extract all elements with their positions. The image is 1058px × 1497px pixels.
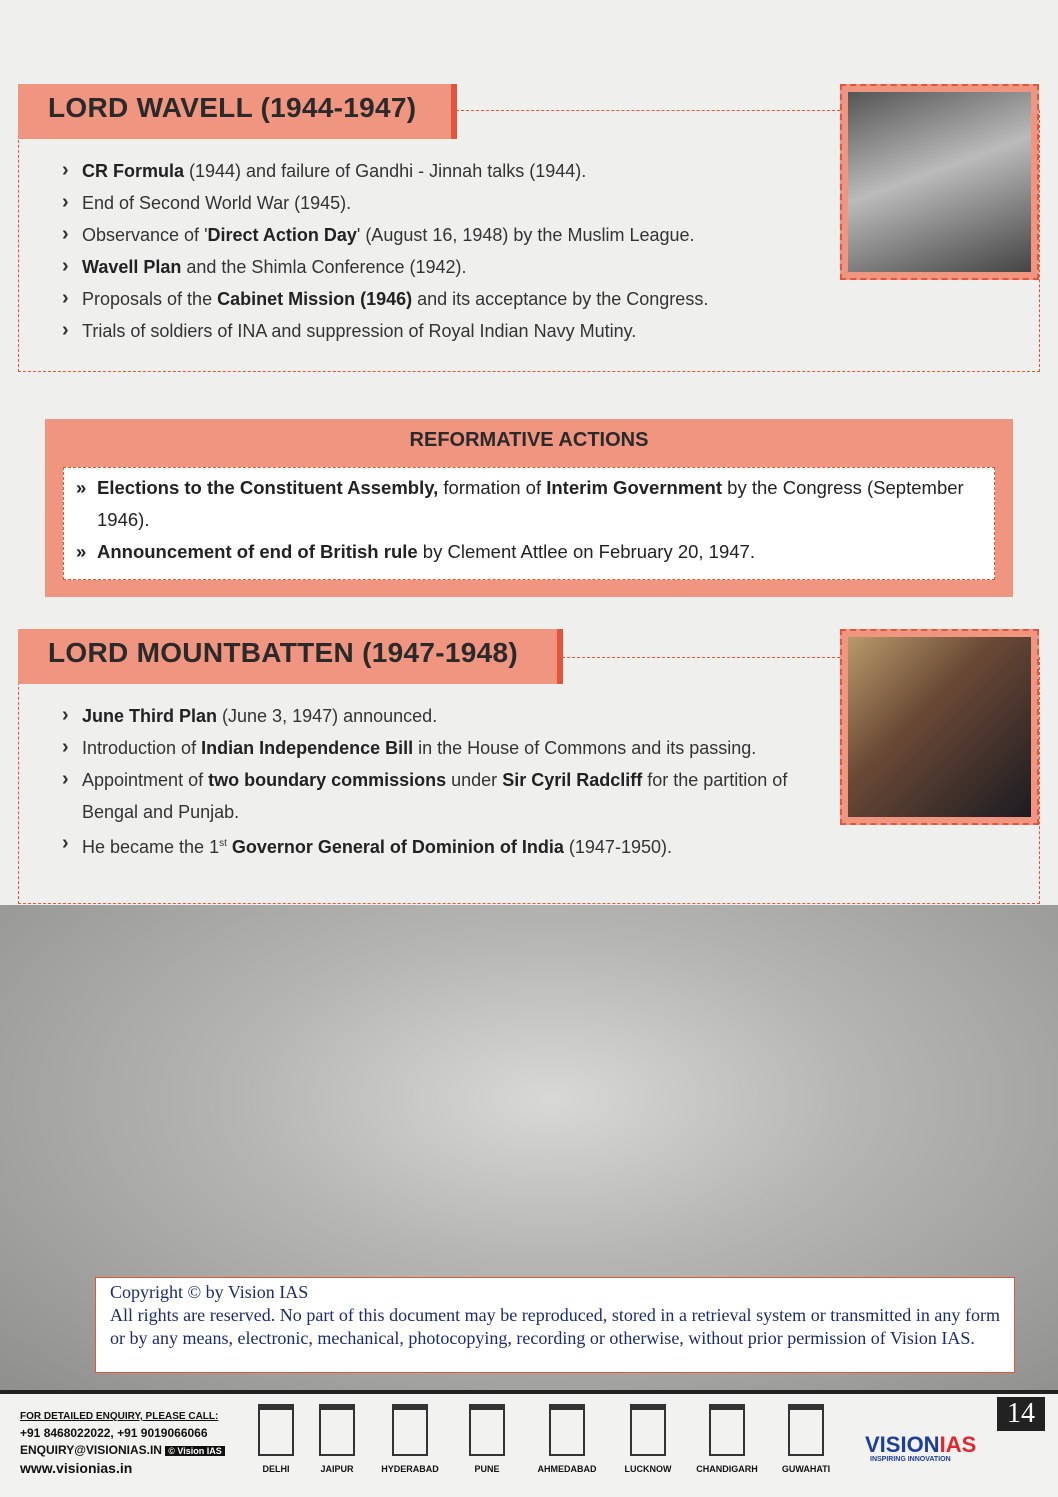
text: Introduction of xyxy=(82,738,202,758)
text: He became the 1 xyxy=(82,837,220,857)
copyright-line: Copyright © by Vision IAS xyxy=(110,1282,309,1302)
email-link[interactable]: ENQUIRY@VISIONIAS.IN xyxy=(20,1443,162,1457)
footer xyxy=(0,1390,1058,1497)
city-landmark-icon xyxy=(788,1404,824,1456)
list-item xyxy=(60,283,820,315)
city-label: HYDERABAD xyxy=(381,1464,439,1474)
text: End of Second World War (1945). xyxy=(82,193,352,213)
copyright-notice xyxy=(95,1277,1015,1373)
text: (1944) and failure of Gandhi - Jinnah talks (1944). xyxy=(184,161,587,181)
bold-text: CR Formula xyxy=(82,161,185,181)
mountbatten-top-rule xyxy=(562,657,840,658)
mountbatten-photo xyxy=(840,629,1039,825)
list-item xyxy=(60,732,790,764)
list-item xyxy=(76,472,994,536)
list-item xyxy=(60,155,820,187)
wavell-title: LORD WAVELL (1944-1947) xyxy=(18,84,457,139)
city-label: JAIPUR xyxy=(320,1464,354,1474)
text: and the Shimla Conference (1942). xyxy=(181,257,467,277)
bold-text: Wavell Plan xyxy=(82,257,182,277)
bold-text: Governor General of Dominion of India xyxy=(226,837,564,857)
text: by Clement Attlee on February 20, 1947. xyxy=(417,541,755,562)
city-landmark-icon xyxy=(630,1404,666,1456)
city-label: GUWAHATI xyxy=(781,1464,831,1474)
bold-text: June Third Plan xyxy=(82,706,218,726)
city-landmark-icon xyxy=(469,1404,505,1456)
bold-text: Elections to the Constituent Assembly, xyxy=(97,477,439,498)
list-item xyxy=(60,251,820,283)
list-item xyxy=(60,187,820,219)
reformative-list xyxy=(76,472,994,568)
wavell-list xyxy=(60,155,820,347)
bold-text: two boundary commissions xyxy=(208,770,447,790)
bold-text: Sir Cyril Radcliff xyxy=(502,770,643,790)
list-item xyxy=(60,828,790,863)
page-number: 14 xyxy=(997,1397,1045,1431)
visionias-logo: VISIONIAS xyxy=(865,1432,977,1457)
text: by the Congress (September 1946). xyxy=(97,477,964,530)
text: Proposals of the xyxy=(82,289,218,309)
mountbatten-title: LORD MOUNTBATTEN (1947-1948) xyxy=(18,629,563,684)
text: for the partition of Bengal and Punjab. xyxy=(82,770,788,822)
reformative-actions-box xyxy=(45,419,1013,597)
text: in the House of Commons and its passing. xyxy=(413,738,757,758)
city-label: CHANDIGARH xyxy=(696,1464,758,1474)
copyright-body: All rights are reserved. No part of this document may be reproduced, stored in a retrieval system or transmitted in any form or by any means, electronic, mechanical, photocopying, recording or otherwise, without prior permission of Vision IAS. xyxy=(110,1305,1000,1348)
website-link[interactable]: www.visionias.in xyxy=(20,1460,133,1476)
bold-text: Announcement of end of British rule xyxy=(97,541,418,562)
list-item xyxy=(60,764,790,828)
city-landmark-icon xyxy=(392,1404,428,1456)
enquiry-label: FOR DETAILED ENQUIRY, PLEASE CALL: xyxy=(20,1411,219,1422)
list-item xyxy=(60,315,820,347)
mountbatten-list xyxy=(60,700,790,863)
social-handle[interactable]: © Vision IAS xyxy=(165,1446,224,1456)
text: Appointment of xyxy=(82,770,209,790)
text: formation of xyxy=(438,477,547,498)
city-landmark-icon xyxy=(549,1404,585,1456)
text: Trials of soldiers of INA and suppression of Royal Indian Navy Mutiny. xyxy=(82,321,637,341)
bold-text: Interim Government xyxy=(546,477,723,498)
text: (June 3, 1947) announced. xyxy=(217,706,438,726)
city-landmark-icon xyxy=(258,1404,294,1456)
wavell-photo xyxy=(840,84,1039,280)
text: under xyxy=(446,770,503,790)
text: and its acceptance by the Congress. xyxy=(412,289,709,309)
text: ' (August 16, 1948) by the Muslim League. xyxy=(356,225,695,245)
logo-tagline: INSPIRING INNOVATION xyxy=(870,1456,951,1463)
list-item xyxy=(60,700,790,732)
city-label: DELHI xyxy=(262,1464,290,1474)
city-label: LUCKNOW xyxy=(624,1464,672,1474)
text: st xyxy=(219,838,227,849)
bold-text: Cabinet Mission (1946) xyxy=(217,289,413,309)
city-label: PUNE xyxy=(474,1464,500,1474)
contact-block xyxy=(20,1408,225,1477)
text: (1947-1950). xyxy=(563,837,672,857)
list-item xyxy=(76,536,994,568)
city-label: AHMEDABAD xyxy=(537,1464,597,1474)
bold-text: Direct Action Day xyxy=(207,225,357,245)
bold-text: Indian Independence Bill xyxy=(201,738,414,758)
wavell-top-rule xyxy=(456,110,840,111)
city-landmark-icon xyxy=(319,1404,355,1456)
reformative-title: REFORMATIVE ACTIONS xyxy=(409,429,649,451)
list-item xyxy=(60,219,820,251)
text: Observance of ' xyxy=(82,225,208,245)
city-landmark-icon xyxy=(709,1404,745,1456)
phone-numbers: +91 8468022022, +91 9019066066 xyxy=(20,1426,208,1440)
